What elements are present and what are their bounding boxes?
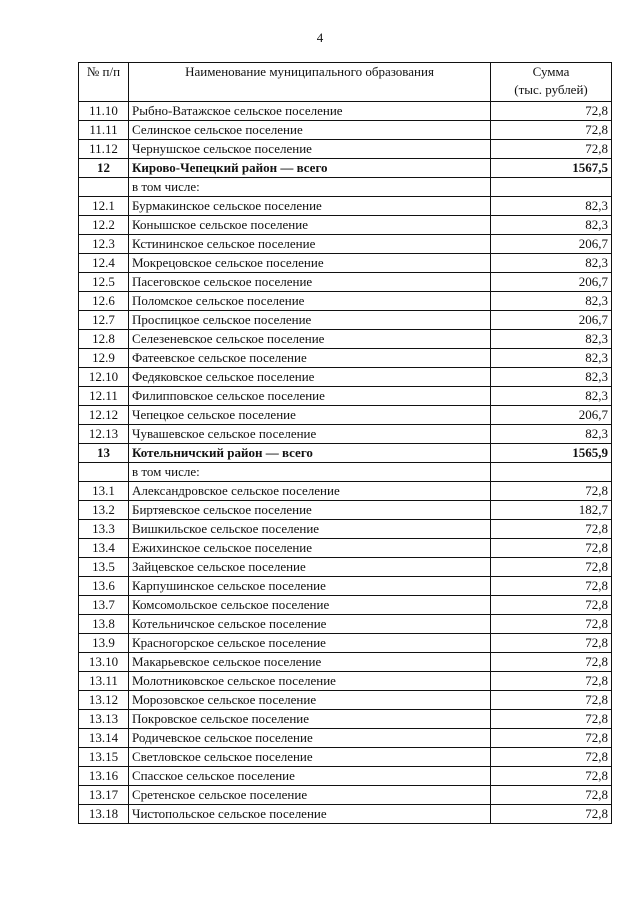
- row-name: Кирово-Чепецкий район — всего: [129, 159, 491, 178]
- row-sum: 72,8: [491, 102, 612, 121]
- table-row: [79, 501, 612, 520]
- table-row: [79, 539, 612, 558]
- row-num: 13.11: [79, 672, 129, 691]
- row-name: Макарьевское сельское поселение: [129, 653, 491, 672]
- table-row: [79, 444, 612, 463]
- row-num: 12.8: [79, 330, 129, 349]
- row-num: 13.4: [79, 539, 129, 558]
- row-sum: 82,3: [491, 197, 612, 216]
- table-row: [79, 672, 612, 691]
- table-row: [79, 311, 612, 330]
- page-number: 4: [316, 30, 324, 45]
- row-name: Проспицкое сельское поселение: [129, 311, 491, 330]
- row-name: Комсомольское сельское поселение: [129, 596, 491, 615]
- table-row: [79, 235, 612, 254]
- header-name: Наименование муниципального образования: [129, 63, 491, 102]
- row-sum: 72,8: [491, 539, 612, 558]
- row-sum: 72,8: [491, 748, 612, 767]
- row-name: Селинское сельское поселение: [129, 121, 491, 140]
- header-sum: [491, 63, 612, 102]
- table-row: [79, 349, 612, 368]
- row-num: 13.9: [79, 634, 129, 653]
- table-row: [79, 102, 612, 121]
- row-num: 12.10: [79, 368, 129, 387]
- row-name: Поломское сельское поселение: [129, 292, 491, 311]
- row-sum: [491, 178, 612, 197]
- table-row: [79, 140, 612, 159]
- row-sum: 72,8: [491, 672, 612, 691]
- row-num: 12.6: [79, 292, 129, 311]
- table-row: [79, 254, 612, 273]
- table-row: [79, 615, 612, 634]
- row-sum: 82,3: [491, 330, 612, 349]
- row-num: 13.5: [79, 558, 129, 577]
- row-sum: 72,8: [491, 805, 612, 824]
- row-sum: 182,7: [491, 501, 612, 520]
- header-sum-line2: (тыс. рублей): [514, 82, 588, 97]
- row-num: 12.2: [79, 216, 129, 235]
- row-sum: 72,8: [491, 691, 612, 710]
- row-name: Конышское сельское поселение: [129, 216, 491, 235]
- row-name: Федяковское сельское поселение: [129, 368, 491, 387]
- row-num: 13.8: [79, 615, 129, 634]
- row-sum: 82,3: [491, 349, 612, 368]
- row-num: 13.3: [79, 520, 129, 539]
- row-num: [79, 463, 129, 482]
- table-row: [79, 121, 612, 140]
- table-row: [79, 425, 612, 444]
- table-row: [79, 805, 612, 824]
- table-row: [79, 767, 612, 786]
- row-sum: 82,3: [491, 292, 612, 311]
- row-name: Зайцевское сельское поселение: [129, 558, 491, 577]
- table-row: [79, 691, 612, 710]
- row-name: Чернушское сельское поселение: [129, 140, 491, 159]
- row-num: 13.10: [79, 653, 129, 672]
- row-sum: 82,3: [491, 254, 612, 273]
- row-sum: 206,7: [491, 311, 612, 330]
- row-name: Ежихинское сельское поселение: [129, 539, 491, 558]
- row-num: 13.2: [79, 501, 129, 520]
- row-sum: 82,3: [491, 425, 612, 444]
- row-sum: 72,8: [491, 482, 612, 501]
- row-name: Мокрецовское сельское поселение: [129, 254, 491, 273]
- table-row: [79, 178, 612, 197]
- table-row: [79, 273, 612, 292]
- row-name: Чепецкое сельское поселение: [129, 406, 491, 425]
- row-num: 13.14: [79, 729, 129, 748]
- row-name: Родичевское сельское поселение: [129, 729, 491, 748]
- row-name: Пасеговское сельское поселение: [129, 273, 491, 292]
- row-name: Красногорское сельское поселение: [129, 634, 491, 653]
- row-num: 12.7: [79, 311, 129, 330]
- row-num: [79, 178, 129, 197]
- table-row: [79, 710, 612, 729]
- row-sum: 72,8: [491, 710, 612, 729]
- table-row: [79, 748, 612, 767]
- row-sum: [491, 463, 612, 482]
- row-num: 13.7: [79, 596, 129, 615]
- row-name: Покровское сельское поселение: [129, 710, 491, 729]
- row-num: 12.5: [79, 273, 129, 292]
- row-sum: 72,8: [491, 634, 612, 653]
- row-name: в том числе:: [129, 178, 491, 197]
- allocation-table: [78, 62, 612, 824]
- row-sum: 1565,9: [491, 444, 612, 463]
- table-row: [79, 197, 612, 216]
- row-num: 13: [79, 444, 129, 463]
- table-row: [79, 330, 612, 349]
- row-sum: 206,7: [491, 406, 612, 425]
- row-sum: 72,8: [491, 653, 612, 672]
- row-num: 13.6: [79, 577, 129, 596]
- table-row: [79, 292, 612, 311]
- table-row: [79, 482, 612, 501]
- row-name: Чувашевское сельское поселение: [129, 425, 491, 444]
- row-num: 12.4: [79, 254, 129, 273]
- row-name: Котельничский район — всего: [129, 444, 491, 463]
- row-name: Рыбно-Ватажское сельское поселение: [129, 102, 491, 121]
- table-row: [79, 729, 612, 748]
- row-name: Морозовское сельское поселение: [129, 691, 491, 710]
- row-num: 12.1: [79, 197, 129, 216]
- row-num: 12.11: [79, 387, 129, 406]
- table-row: [79, 634, 612, 653]
- row-sum: 206,7: [491, 235, 612, 254]
- row-name: Фатеевское сельское поселение: [129, 349, 491, 368]
- table-row: [79, 387, 612, 406]
- row-num: 13.15: [79, 748, 129, 767]
- row-sum: 206,7: [491, 273, 612, 292]
- row-num: 12.13: [79, 425, 129, 444]
- row-num: 11.11: [79, 121, 129, 140]
- row-name: Селезеневское сельское поселение: [129, 330, 491, 349]
- table-row: [79, 216, 612, 235]
- row-num: 13.12: [79, 691, 129, 710]
- table-row: [79, 786, 612, 805]
- table-row: [79, 577, 612, 596]
- row-num: 11.10: [79, 102, 129, 121]
- row-num: 12.9: [79, 349, 129, 368]
- header-num: № п/п: [79, 63, 129, 102]
- row-num: 12: [79, 159, 129, 178]
- table-row: [79, 406, 612, 425]
- row-num: 13.18: [79, 805, 129, 824]
- row-sum: 82,3: [491, 387, 612, 406]
- row-num: 11.12: [79, 140, 129, 159]
- table-row: [79, 596, 612, 615]
- row-name: в том числе:: [129, 463, 491, 482]
- row-num: 13.17: [79, 786, 129, 805]
- header-sum-line1: Сумма: [532, 64, 570, 79]
- row-sum: 72,8: [491, 767, 612, 786]
- row-name: Светловское сельское поселение: [129, 748, 491, 767]
- row-sum: 72,8: [491, 615, 612, 634]
- table-row: [79, 653, 612, 672]
- row-sum: 82,3: [491, 216, 612, 235]
- row-name: Филипповское сельское поселение: [129, 387, 491, 406]
- row-sum: 72,8: [491, 558, 612, 577]
- table-row: [79, 159, 612, 178]
- table-row: [79, 463, 612, 482]
- table-row: [79, 368, 612, 387]
- row-name: Спасское сельское поселение: [129, 767, 491, 786]
- row-name: Чистопольское сельское поселение: [129, 805, 491, 824]
- row-sum: 1567,5: [491, 159, 612, 178]
- row-name: Биртяевское сельское поселение: [129, 501, 491, 520]
- row-sum: 82,3: [491, 368, 612, 387]
- row-num: 12.12: [79, 406, 129, 425]
- row-name: Вишкильское сельское поселение: [129, 520, 491, 539]
- row-sum: 72,8: [491, 729, 612, 748]
- row-name: Котельничское сельское поселение: [129, 615, 491, 634]
- table-body: [79, 102, 612, 824]
- row-sum: 72,8: [491, 520, 612, 539]
- row-name: Александровское сельское поселение: [129, 482, 491, 501]
- row-sum: 72,8: [491, 786, 612, 805]
- row-sum: 72,8: [491, 577, 612, 596]
- row-name: Карпушинское сельское поселение: [129, 577, 491, 596]
- row-sum: 72,8: [491, 140, 612, 159]
- row-sum: 72,8: [491, 121, 612, 140]
- row-num: 12.3: [79, 235, 129, 254]
- row-num: 13.13: [79, 710, 129, 729]
- row-name: Кстининское сельское поселение: [129, 235, 491, 254]
- row-name: Молотниковское сельское поселение: [129, 672, 491, 691]
- table-header-row: [79, 63, 612, 102]
- table-row: [79, 520, 612, 539]
- row-num: 13.1: [79, 482, 129, 501]
- row-sum: 72,8: [491, 596, 612, 615]
- row-name: Бурмакинское сельское поселение: [129, 197, 491, 216]
- row-num: 13.16: [79, 767, 129, 786]
- table-row: [79, 558, 612, 577]
- row-name: Сретенское сельское поселение: [129, 786, 491, 805]
